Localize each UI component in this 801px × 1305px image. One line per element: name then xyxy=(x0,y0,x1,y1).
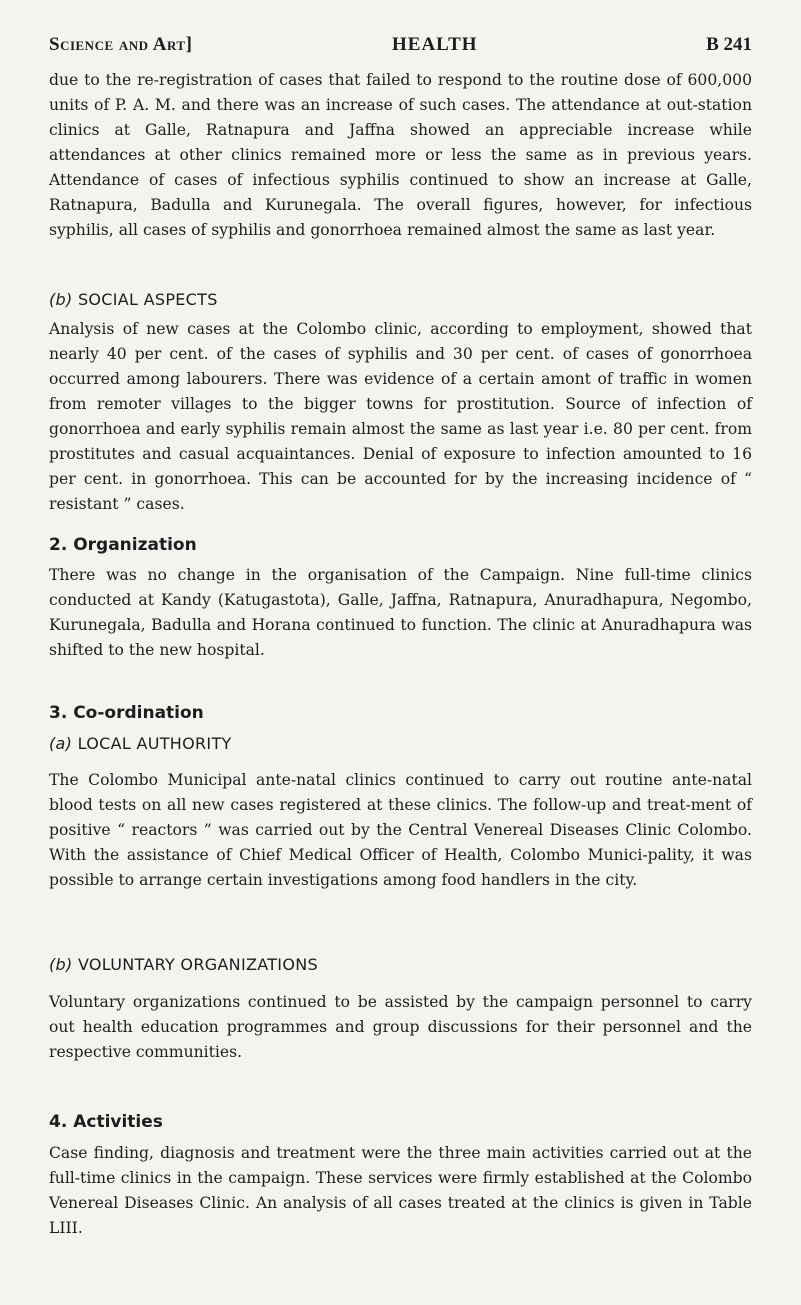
paragraph-social-aspects: Analysis of new cases at the Colombo clinic, according to employment, showed that nearly 40 per cent. of the cases of syphilis and 30 per cent. of cases of gonorrhoea occurred among labourers. There was evidence of a certain amont of traffic in women from remoter villages to the bigger towns for prostitution. Source of infection of gonorrhoea and early syphilis remain almost the same as last year i.e. 80 per cent. from prostitutes and casual acquaintances. Denial of exposure to infection amounted to 16 per cent. in gonorrhoea. This can be accounted for by the increasing incidence of “ resistant ” cases. xyxy=(49,320,752,513)
subheading-title: SOCIAL ASPECTS xyxy=(77,290,218,309)
section-heading-organization: 2. Organization xyxy=(49,535,197,555)
section-heading-activities: 4. Activities xyxy=(49,1112,163,1132)
subheading-letter: (a) xyxy=(49,734,73,753)
subheading-letter: (b) xyxy=(49,955,73,974)
subheading-letter: (b) xyxy=(49,290,73,309)
paragraph-attendance: due to the re-registration of cases that failed to respond to the routine dose of 600,000 units of P. A. M. and there was an increase of such cases. The attendance at out-station clinics at Galle, Ratnapura and Jaffna showed an appreciable increase while attendances at other clinics remained more or less the same as in previous years. Attendance of cases of infectious syphilis continued to show an increase at Galle, Ratnapura, Badulla and Kurunegala. The overall figures, however, for infectious syphilis, all cases of syphilis and gonorrhoea remained almost the same as last year. xyxy=(49,71,752,239)
subheading-title: LOCAL AUTHORITY xyxy=(77,734,232,753)
subheading-social-aspects xyxy=(49,290,218,309)
running-head xyxy=(49,34,752,60)
subheading-title: VOLUNTARY ORGANIZATIONS xyxy=(77,955,318,974)
running-head-title: HEALTH xyxy=(392,34,478,55)
running-head-left: Science and Art] xyxy=(49,34,193,55)
paragraph-voluntary-organizations: Voluntary organizations continued to be assisted by the campaign personnel to carry out health education programmes and group discussions for their personnel and the respective communities. xyxy=(49,993,752,1061)
section-heading-co-ordination: 3. Co-ordination xyxy=(49,703,204,723)
paragraph-local-authority: The Colombo Municipal ante-natal clinics continued to carry out routine ante-natal blood tests on all new cases registered at these clinics. The follow-up and treat-ment of positive “ reactors ” was carried out by the Central Venereal Diseases Clinic Colombo. With the assistance of Chief Medical Officer of Health, Colombo Munici-pality, it was possible to arrange certain investigations among food handlers in the city. xyxy=(49,771,752,889)
paragraph-activities: Case finding, diagnosis and treatment were the three main activities carried out at the full-time clinics in the campaign. These services were firmly established at the Colombo Venereal Diseases Clinic. An analysis of all cases treated at the clinics is given in Table LIII. xyxy=(49,1144,752,1237)
paragraph-organization: There was no change in the organisation of the Campaign. Nine full-time clinics conducted at Kandy (Katugastota), Galle, Jaffna, Ratnapura, Anuradhapura, Negombo, Kurunegala, Badulla and Horana continued to function. The clinic at Anuradhapura was shifted to the new hospital. xyxy=(49,566,752,659)
subheading-local-authority xyxy=(49,734,232,753)
page-number: B 241 xyxy=(706,34,752,55)
subheading-voluntary-organizations xyxy=(49,955,318,974)
